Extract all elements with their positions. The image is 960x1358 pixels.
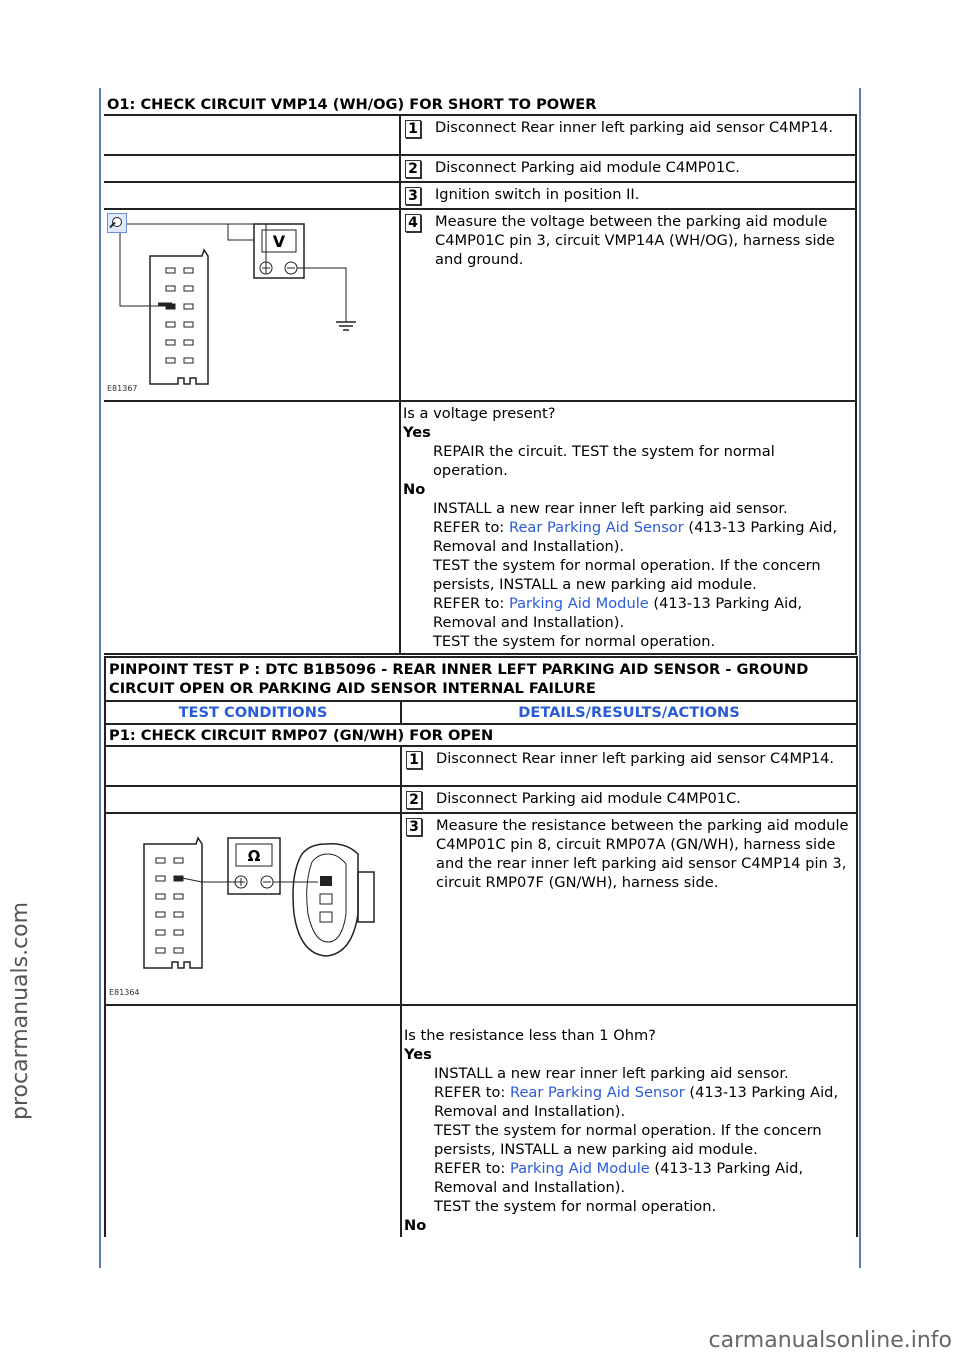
refer-suffix: (413-13 Parking Aid, Removal and Installation). [434, 1160, 804, 1196]
parking-aid-module-link[interactable]: Parking Aid Module [508, 595, 649, 612]
pinpoint-title: PINPOINT TEST P : DTC B1B5096 - REAR INNER LEFT PARKING AID SENSOR - GROUND CIRCUIT OPEN OR PARKING AID SENSOR INTERNAL FAILURE [105, 657, 857, 701]
step-text: Disconnect Rear inner left parking aid sensor C4MP14. [436, 750, 835, 767]
refer-sensor [403, 518, 852, 556]
side-watermark: procarmanuals.com [8, 901, 33, 1120]
p1-condition-cell [105, 1005, 401, 1237]
test-concern: TEST the system for normal operation. If the concern persists, INSTALL a new parking aid module. [434, 1122, 822, 1158]
ohmmeter-diagram [106, 814, 396, 1000]
refer-suffix: (413-13 Parking Aid, Removal and Installation). [434, 1084, 839, 1120]
meter-symbol: V [272, 232, 286, 251]
p1-results [401, 1005, 857, 1237]
o1-condition-cell [104, 115, 400, 155]
o1-step-4 [400, 209, 856, 401]
o1-step-1 [400, 115, 856, 155]
test-final: TEST the system for normal operation. [433, 633, 716, 650]
no-label: No [404, 1217, 427, 1234]
step-number: 1 [405, 120, 421, 138]
step-number: 1 [406, 751, 422, 769]
step-number: 2 [406, 791, 422, 809]
yes-label: Yes [404, 1046, 432, 1063]
p-table [104, 656, 858, 1237]
rear-parking-aid-sensor-link[interactable]: Rear Parking Aid Sensor [508, 519, 684, 536]
rear-parking-aid-sensor-link[interactable]: Rear Parking Aid Sensor [509, 1084, 685, 1101]
o1-condition-cell [104, 182, 400, 209]
col-header-details: DETAILS/RESULTS/ACTIONS [401, 701, 857, 724]
o1-condition-cell [104, 401, 400, 654]
refer-prefix: REFER to: [434, 1160, 506, 1177]
voltmeter-diagram [104, 210, 394, 396]
step-number: 3 [406, 818, 422, 836]
o1-results [400, 401, 856, 654]
figure-id: E81364 [109, 988, 140, 997]
question: Is a voltage present? [403, 405, 556, 422]
refer-module [404, 1159, 853, 1197]
p1-condition-cell [105, 786, 401, 813]
pinpoint-test-p [104, 656, 856, 1237]
test-final: TEST the system for normal operation. [434, 1198, 717, 1215]
yes-action: INSTALL a new rear inner left parking aid sensor. [434, 1065, 789, 1082]
refer-suffix: (413-13 Parking Aid, Removal and Installation). [433, 595, 803, 631]
step-number: 2 [405, 160, 421, 178]
figure-id: E81367 [107, 384, 138, 393]
step-number: 4 [405, 214, 421, 232]
o1-figure-cell [104, 209, 400, 401]
step-text: Measure the resistance between the parking aid module C4MP01C pin 8, circuit RMP07A (GN/WH), harness side and the rear inner left parking aid sensor C4MP14 pin 3, circuit RMP07F (GN/WH), harness side. [436, 817, 849, 891]
step-text: Measure the voltage between the parking aid module C4MP01C pin 3, circuit VMP14A (WH/OG), harness side and ground. [435, 213, 835, 268]
o1-condition-cell [104, 155, 400, 182]
refer-module [403, 594, 852, 632]
col-header-conditions: TEST CONDITIONS [105, 701, 401, 724]
p1-figure-cell [105, 813, 401, 1005]
question: Is the resistance less than 1 Ohm? [404, 1027, 656, 1044]
refer-prefix: REFER to: [434, 1084, 506, 1101]
step-text: Disconnect Parking aid module C4MP01C. [436, 790, 741, 807]
right-margin-rule [859, 88, 861, 1268]
step-text: Disconnect Parking aid module C4MP01C. [435, 159, 740, 176]
p1-step-3 [401, 813, 857, 1005]
o1-step-2 [400, 155, 856, 182]
refer-suffix: (413-13 Parking Aid, Removal and Installation). [433, 519, 838, 555]
step-text: Disconnect Rear inner left parking aid sensor C4MP14. [435, 119, 834, 136]
no-action: INSTALL a new rear inner left parking aid sensor. [433, 500, 788, 517]
o1-step-3 [400, 182, 856, 209]
refer-sensor [404, 1083, 853, 1121]
bottom-watermark: carmanualsonline.info [708, 1328, 952, 1353]
p1-condition-cell [105, 746, 401, 786]
p1-step-2 [401, 786, 857, 813]
o1-section [104, 94, 856, 655]
o1-table [104, 94, 857, 655]
refer-prefix: REFER to: [433, 519, 505, 536]
step-number: 3 [405, 187, 421, 205]
yes-label: Yes [403, 424, 431, 441]
left-margin-rule [99, 88, 101, 1268]
step-text: Ignition switch in position II. [435, 186, 640, 203]
p1-header: P1: CHECK CIRCUIT RMP07 (GN/WH) FOR OPEN [105, 724, 857, 746]
refer-prefix: REFER to: [433, 595, 505, 612]
meter-symbol: Ω [247, 847, 261, 865]
parking-aid-module-link[interactable]: Parking Aid Module [509, 1160, 650, 1177]
yes-text: REPAIR the circuit. TEST the system for normal operation. [433, 443, 775, 479]
zoom-icon[interactable] [107, 213, 127, 233]
test-concern: TEST the system for normal operation. If the concern persists, INSTALL a new parking aid module. [433, 557, 821, 593]
o1-header: O1: CHECK CIRCUIT VMP14 (WH/OG) FOR SHORT TO POWER [104, 94, 856, 115]
p1-step-1 [401, 746, 857, 786]
no-label: No [403, 481, 426, 498]
